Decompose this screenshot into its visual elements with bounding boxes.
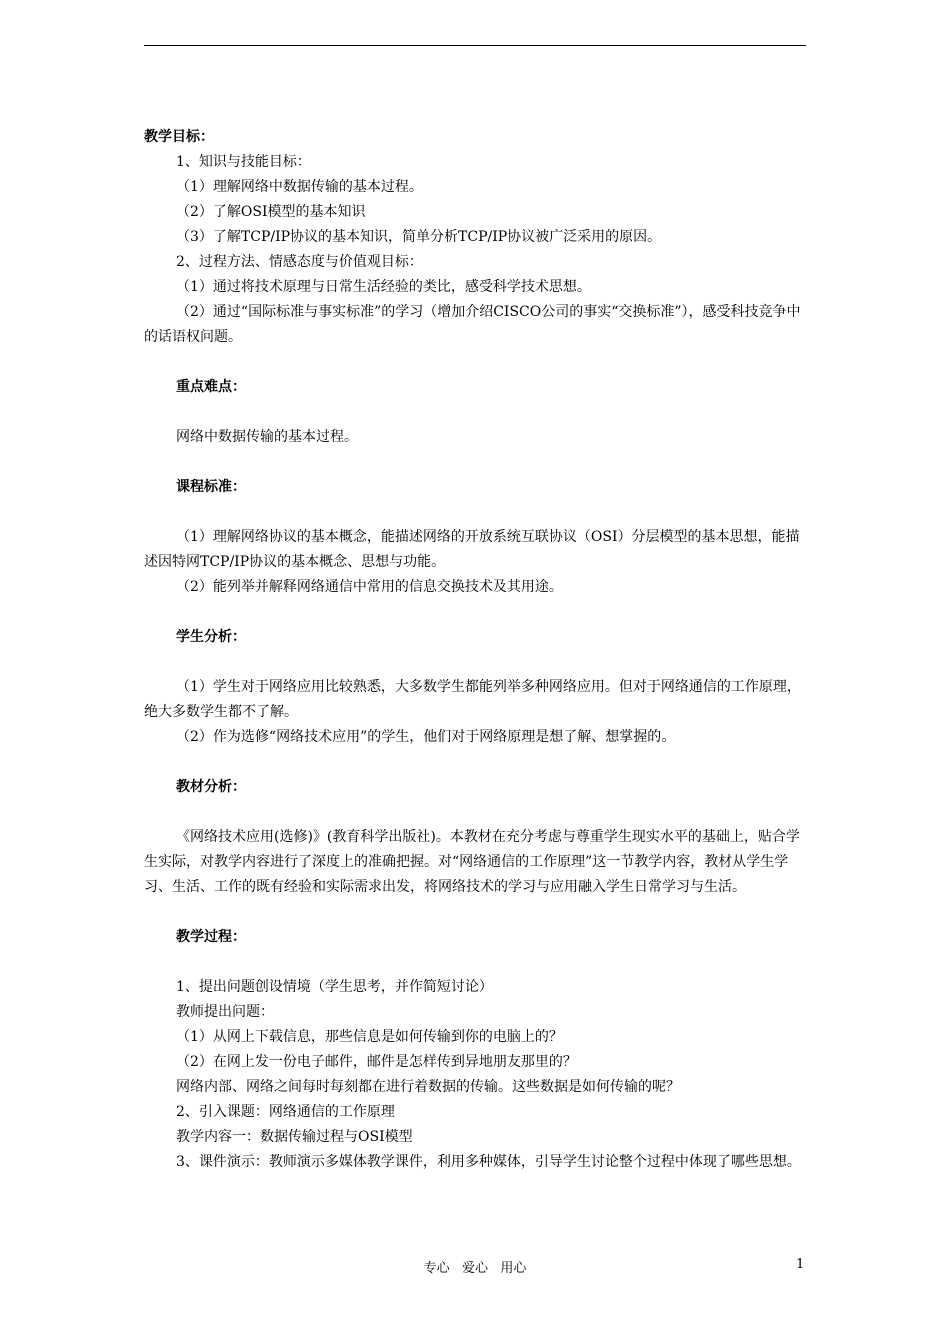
student-analysis-paragraph: （1）学生对于网络应用比较熟悉，大多数学生都能列举多种网络应用。但对于网络通信的工作原理，绝大多数学生都不了解。	[144, 679, 801, 720]
objective-paragraph: （2）通过“国际标准与事实标准”的学习（增加介绍CISCO公司的事实“交换标准”），感受科技竞争中的话语权问题。	[144, 304, 801, 345]
key-points-text: 网络中数据传输的基本过程。	[176, 429, 358, 445]
section-heading-objectives: 教学目标：	[144, 129, 214, 145]
process-line: 1、提出问题创设情境（学生思考，并作简短讨论）	[176, 979, 493, 995]
objective-line: 1、知识与技能目标：	[176, 154, 311, 170]
objective-line: 2、过程方法、情感态度与价值观目标：	[176, 254, 423, 270]
process-line: 网络内部、网络之间每时每刻都在进行着数据的传输。这些数据是如何传输的呢？	[176, 1079, 680, 1095]
curriculum-paragraph: （1）理解网络协议的基本概念，能描述网络的开放系统互联协议（OSI）分层模型的基本思想，能描述因特网TCP/IP协议的基本概念、思想与功能。	[144, 529, 800, 570]
section-heading-teaching-process: 教学过程：	[176, 929, 246, 945]
section-heading-key-points: 重点难点：	[176, 379, 246, 395]
section-heading-student-analysis: 学生分析：	[176, 629, 246, 645]
page-number: 1	[796, 1257, 805, 1272]
objective-line: （1）理解网络中数据传输的基本过程。	[176, 179, 423, 195]
process-line: 教师提出问题：	[176, 1004, 274, 1020]
footer-motto: 专心 爱心 用心	[423, 1261, 527, 1276]
objective-line: （2）了解OSI模型的基本知识	[176, 204, 366, 220]
curriculum-line: （2）能列举并解释网络通信中常用的信息交换技术及其用途。	[176, 579, 563, 595]
objective-line: （3）了解TCP/IP协议的基本知识，简单分析TCP/IP协议被广泛采用的原因。	[176, 229, 662, 245]
header-rule	[144, 45, 806, 46]
section-heading-textbook-analysis: 教材分析：	[176, 779, 246, 795]
process-paragraph: 3、课件演示：教师演示多媒体教学课件，利用多种媒体，引导学生讨论整个过程中体现了哪些思想。	[176, 1154, 801, 1170]
process-line: 2、引入课题：网络通信的工作原理	[176, 1104, 395, 1120]
document-body	[144, 125, 812, 1175]
process-line: （2）在网上发一份电子邮件，邮件是怎样传到异地朋友那里的？	[176, 1054, 577, 1070]
process-line: 教学内容一：数据传输过程与OSI模型	[176, 1129, 413, 1145]
textbook-analysis-paragraph: 《网络技术应用(选修)》(教育科学出版社)。本教材在充分考虑与尊重学生现实水平的基础上，贴合学生实际，对教学内容进行了深度上的准确把握。对“网络通信的工作原理”这一节教学内容，教材从学生学习、生活、工作的既有经验和实际需求出发，将网络技术的学习与应用融入学生日常学习与生活。	[144, 829, 800, 895]
objective-line: （1）通过将技术原理与日常生活经验的类比，感受科学技术思想。	[176, 279, 591, 295]
section-heading-curriculum-standard: 课程标准：	[176, 479, 246, 495]
student-analysis-line: （2）作为选修“网络技术应用”的学生，他们对于网络原理是想了解、想掌握的。	[176, 729, 676, 745]
process-line: （1）从网上下载信息，那些信息是如何传输到你的电脑上的？	[176, 1029, 563, 1045]
